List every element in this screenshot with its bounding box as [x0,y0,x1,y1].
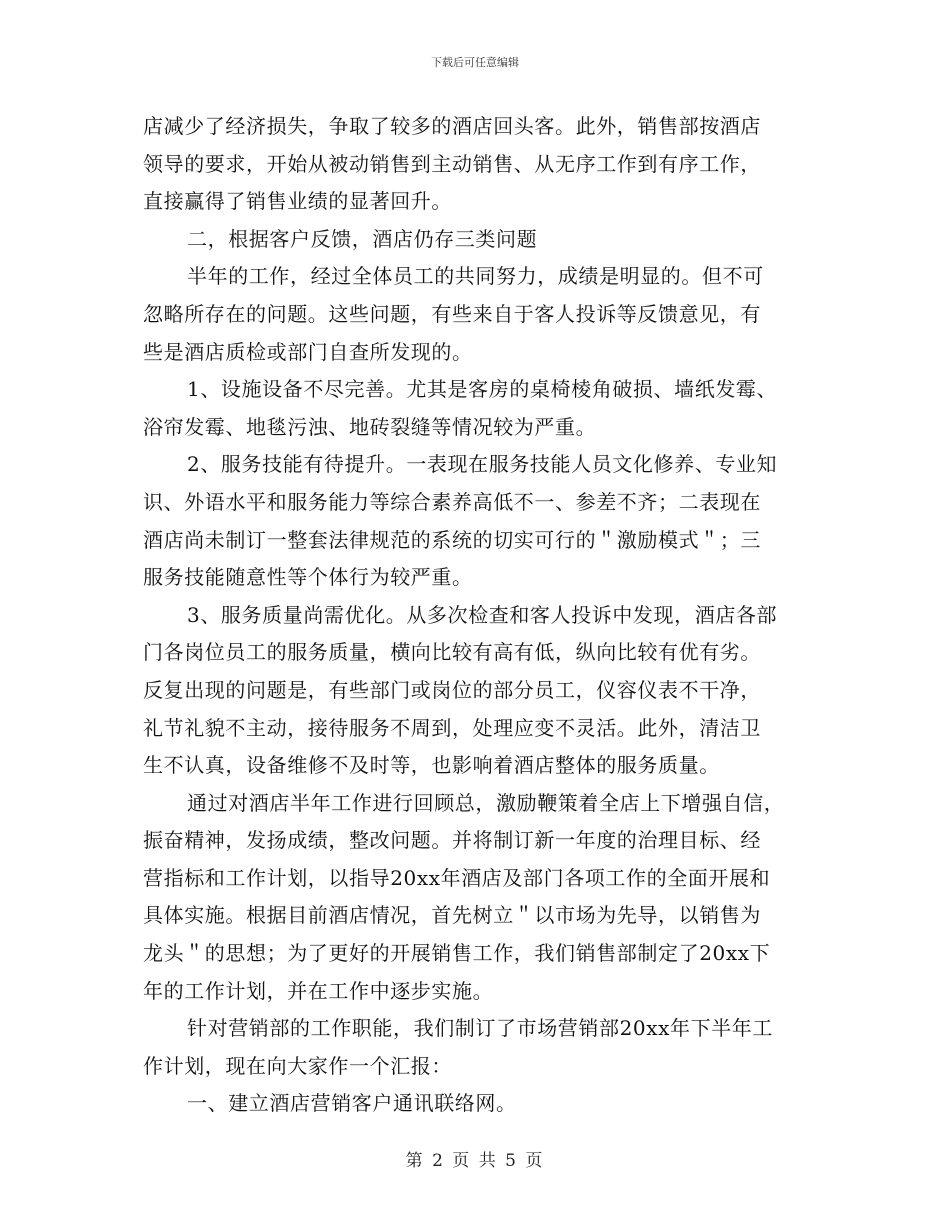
text-line: 反复出现的问题是，有些部门或岗位的部分员工，仪容仪表不干净， [143,677,761,702]
text-line: 1、设施设备不尽完善。尤其是客房的桌椅棱角破损、墙纸发霉、 [187,377,778,402]
text-line: 生不认真，设备维修不及时等，也影响着酒店整体的服务质量。 [143,753,720,778]
text-line: 针对营销部的工作职能，我们制订了市场营销部20xx年下半年工 [187,1016,774,1041]
text-line: 营指标和工作计划，以指导20xx年酒店及部门各项工作的全面开展和 [143,865,771,890]
text-line: 酒店尚未制订一整套法律规范的系统的切实可行的＂激励模式＂；三 [143,527,761,552]
text-line: 浴帘发霉、地毯污浊、地砖裂缝等情况较为严重。 [143,414,597,439]
text-line: 识、外语水平和服务能力等综合素养高低不一、参差不齐；二表现在 [143,489,761,514]
text-line: 直接赢得了销售业绩的显著回升。 [143,189,452,214]
text-line: 通过对酒店半年工作进行回顾总，激励鞭策着全店上下增强自信， [187,790,785,815]
text-line: 作计划，现在向大家作一个汇报： [143,1053,452,1078]
text-line: 礼节礼貌不主动，接待服务不周到，处理应变不灵活。此外，清洁卫 [143,715,761,740]
page-number: 第 2 页 共 5 页 [405,1151,545,1171]
document-body [143,108,808,1123]
text-line: 半年的工作，经过全体员工的共同努力，成绩是明显的。但不可 [187,264,764,289]
text-line: 龙头＂的思想；为了更好的开展销售工作，我们销售部制定了20xx下 [143,941,771,966]
page-header: 下载后可任意编辑 [431,56,519,69]
text-line: 些是酒店质检或部门自查所发现的。 [143,339,473,364]
text-line: 年的工作计划，并在工作中逐步实施。 [143,978,494,1003]
text-line: 店减少了经济损失，争取了较多的酒店回头客。此外，销售部按酒店 [143,114,761,138]
text-line: 门各岗位员工的服务质量，横向比较有高有低，纵向比较有优有劣。 [143,640,761,665]
text-line: 领导的要求，开始从被动销售到主动销售、从无序工作到有序工作， [143,151,761,176]
text-line: 具体实施。根据目前酒店情况，首先树立＂以市场为先导，以销售为 [143,903,761,928]
text-line: 3、服务质量尚需优化。从多次检查和客人投诉中发现，酒店各部 [187,602,778,627]
text-line: 忽略所存在的问题。这些问题，有些来自于客人投诉等反馈意见，有 [143,301,761,326]
text-line: 一、建立酒店营销客户通讯联络网。 [187,1091,517,1116]
text-line: 服务技能随意性等个体行为较严重。 [143,565,473,590]
text-line: 2、服务技能有待提升。一表现在服务技能人员文化修养、专业知 [187,452,778,477]
text-line: 振奋精神，发扬成绩，整改问题。并将制订新一年度的治理目标、经 [143,828,761,853]
text-line: 二，根据客户反馈，酒店仍存三类问题 [187,226,538,251]
